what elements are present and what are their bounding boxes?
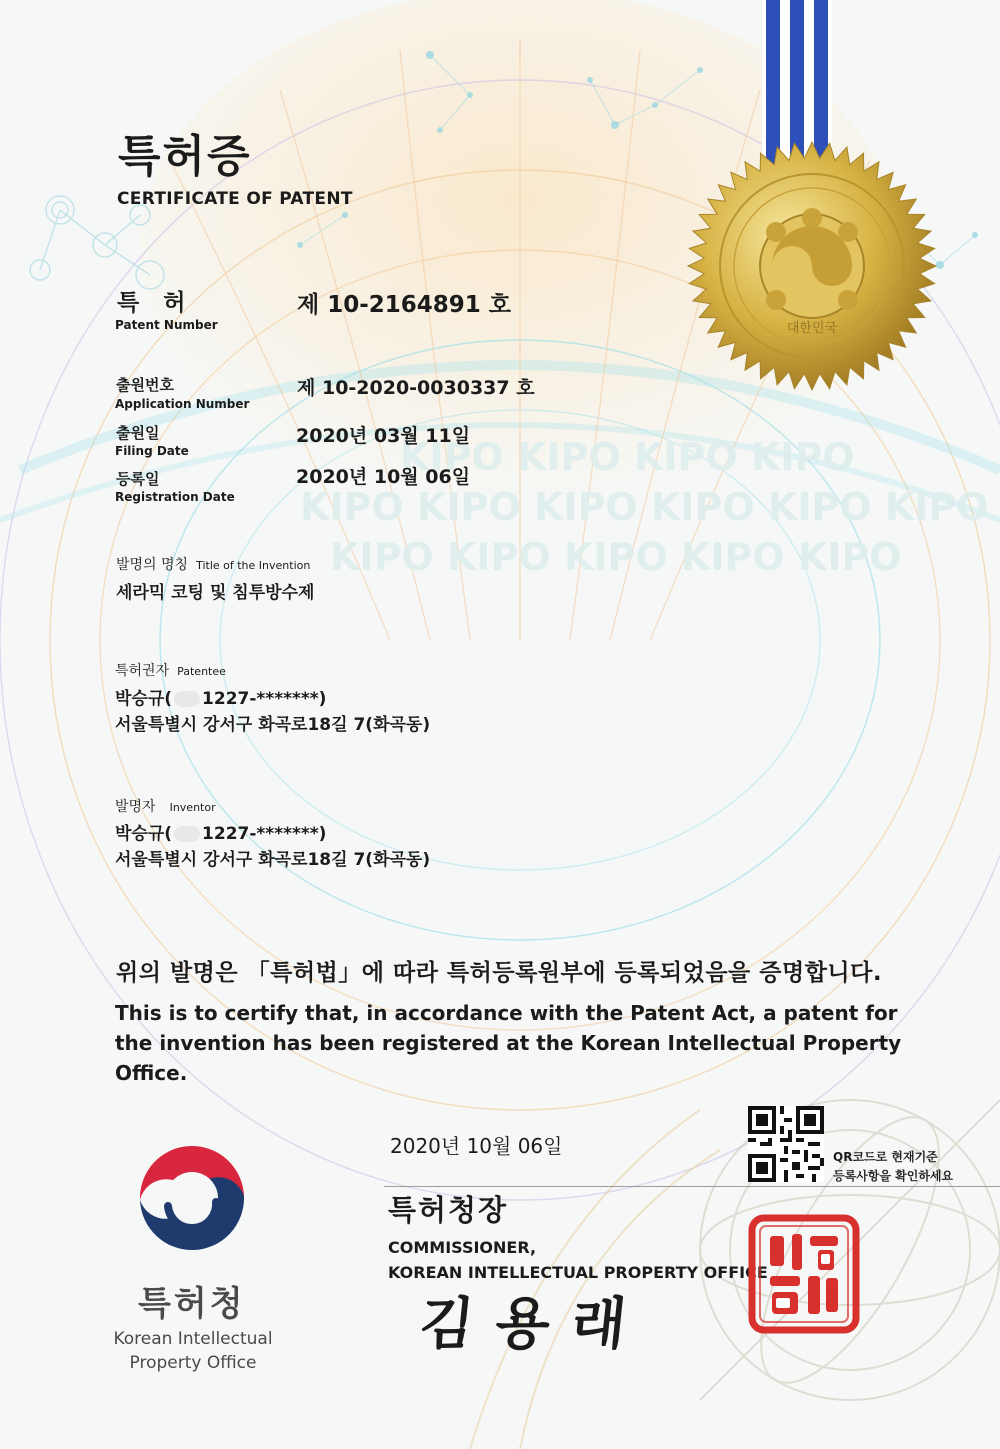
patentee-id: 1227-*******) [202,689,327,709]
inventor-id: 1227-*******) [202,824,327,844]
gold-seal [686,140,938,392]
office-name-en-line1: Korean Intellectual [113,1329,273,1349]
patentee-address: 서울특별시 강서구 화곡로18길 7(화곡동) [115,715,431,735]
inventor-name: 박승규( [115,824,173,844]
patentee-label-ko: 특허권자 [115,663,170,679]
certification-statement-en: This is to certify that, in accordance with the Patent Act, a patent for the invention has been registered at the Korean Intellectual Property Office. [115,1001,902,1085]
application-number: 제 10-2020-0030337 호 [297,377,535,399]
invention-label-en: Title of the Invention [196,559,311,572]
registration-label: 등록일 [116,470,160,488]
inventor-label-en: Inventor [169,801,216,814]
kipo-taegeuk-logo-icon [132,1138,252,1258]
commissioner-title-en-line2: KOREAN INTELLECTUAL PROPERTY OFFICE [388,1263,768,1282]
svg-text:KIPO KIPO KIPO KIPO KIPO KIPO: KIPO KIPO KIPO KIPO KIPO KIPO [300,485,989,529]
filing-label-en: Filing Date [115,444,189,458]
invention-label-ko: 발명의 명칭 [116,557,189,573]
redacted-block [174,826,200,842]
inventor-name-line [115,819,326,844]
filing-label: 출원일 [116,424,160,442]
issue-date: 2020년 10월 06일 [390,1134,563,1158]
watermark-text: KIPO KIPO KIPO KIPO [400,435,855,479]
invention-title: 세라믹 코팅 및 침투방수제 [116,583,315,603]
inventor-label [115,796,216,816]
qr-note-line1: QR코드로 현재기준 [833,1150,938,1164]
redacted-block [174,691,200,707]
svg-text:KIPO KIPO KIPO KIPO KIPO: KIPO KIPO KIPO KIPO KIPO [330,535,902,579]
patentee-label [115,660,226,680]
commissioner-signature: 김용래 [416,1291,652,1357]
commissioner-title-en [388,1235,768,1285]
patent-label: 특 허 [117,290,194,316]
invention-label [116,554,310,574]
office-name-en [108,1327,278,1375]
commissioner-title-ko: 특허청장 [388,1193,509,1227]
inventor-label-ko: 발명자 [115,799,156,815]
official-red-stamp [748,1214,860,1334]
patent-label-en: Patent Number [115,318,218,332]
certification-statement-ko: 위의 발명은 「특허법」에 따라 특허등록원부에 등록되었음을 증명합니다. [116,960,883,986]
filing-date: 2020년 03월 11일 [296,425,471,447]
signature-divider [384,1186,1000,1187]
inventor-address: 서울특별시 강서구 화곡로18길 7(화곡동) [115,850,431,870]
commissioner-title-en-line1: COMMISSIONER, [388,1238,537,1257]
patent-number: 제 10-2164891 호 [297,292,512,318]
office-name-en-line2: Property Office [129,1353,257,1373]
qr-note-line2: 등록사항을 확인하세요 [833,1169,954,1183]
patentee-label-en: Patentee [177,665,226,678]
application-label-en: Application Number [115,397,250,411]
certificate-title: 특허증 [118,131,252,182]
certificate-subtitle: CERTIFICATE OF PATENT [117,189,353,209]
office-name-ko: 특허청 [138,1284,246,1324]
registration-date: 2020년 10월 06일 [296,466,471,488]
qr-code-icon[interactable] [748,1106,824,1182]
qr-note [833,1148,953,1186]
patentee-name-line [115,684,326,709]
gold-seal-text: 대한민국 [786,321,838,336]
registration-label-en: Registration Date [115,490,235,504]
application-label: 출원번호 [116,376,174,394]
patentee-name: 박승규( [115,689,173,709]
